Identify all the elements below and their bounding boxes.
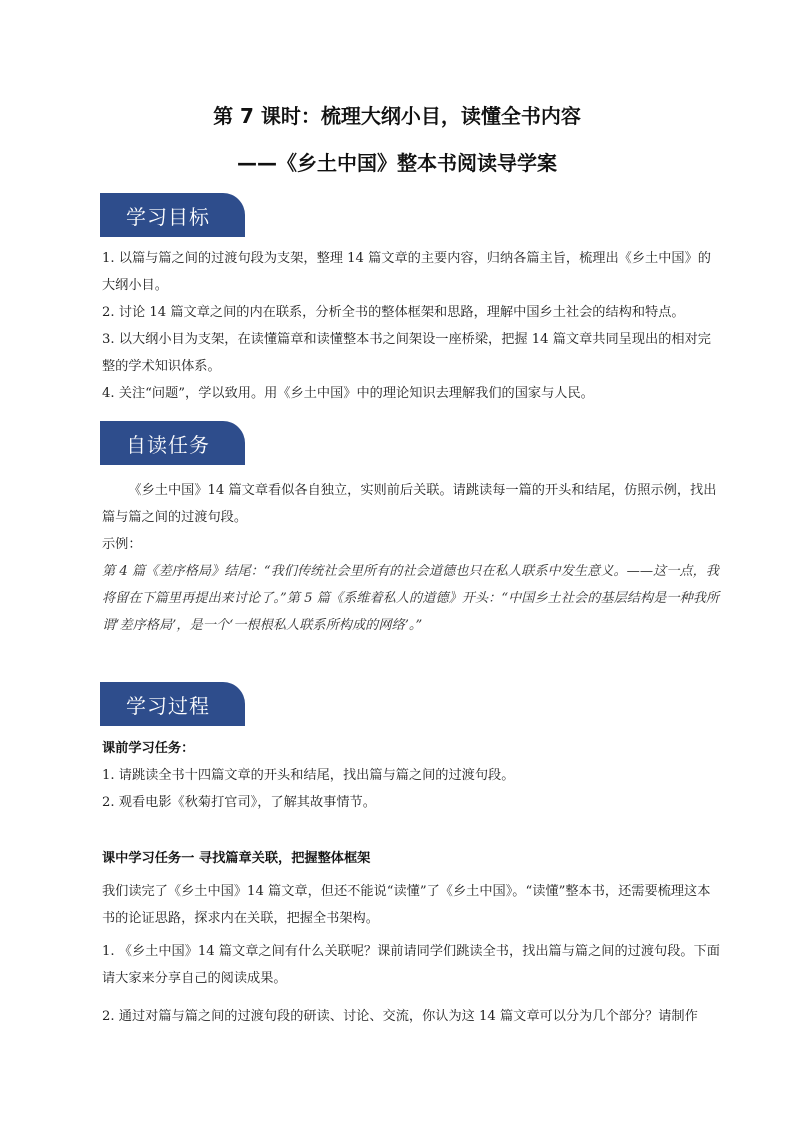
example-label: 示例： bbox=[102, 537, 142, 552]
in-class-task-1-question-1: 1. 《乡土中国》14 篇文章之间有什么关联呢？课前请同学们跳读全书，找出篇与篇之间的过渡句段。下面请大家来分享自己的阅读成果。 bbox=[102, 944, 720, 986]
goal-item-3: 3. 以大纲小目为支架，在读懂篇章和读懂整本书之间架设一座桥梁，把握 14 篇文章共同呈现出的相对完整的学术知识体系。 bbox=[102, 332, 711, 374]
goal-item-1: 1. 以篇与篇之间的过渡句段为支架，整理 14 篇文章的主要内容，归纳各篇主旨，梳理出《乡土中国》的大纲小目。 bbox=[102, 251, 711, 293]
in-class-task-1-intro: 我们读完了《乡土中国》14 篇文章，但还不能说“读懂”了《乡土中国》。“读懂”整本书，还需要梳理这本书的论证思路，探求内在关联，把握全书架构。 bbox=[102, 884, 711, 926]
in-class-task-1-question-2: 2. 通过对篇与篇之间的过渡句段的研读、讨论、交流，你认为这 14 篇文章可以分为几个部分？请制作 bbox=[102, 1009, 698, 1024]
goal-item-2: 2. 讨论 14 篇文章之间的内在联系，分析全书的整体框架和思路，理解中国乡土社会的结构和特点。 bbox=[102, 305, 685, 320]
example-text: 第 4 篇《差序格局》结尾：“我们传统社会里所有的社会道德也只在私人联系中发生意义。——这一点，我将留在下篇里再提出来讨论了。”第 5 篇《系维着私人的道德》开头：“中国乡土社会的基层结构是一种我所谓‘差序格局’，是一个‘一根根私人联系所构成的网络’。” bbox=[102, 564, 720, 633]
section-header-self-reading bbox=[100, 421, 245, 465]
pre-class-task-1: 1. 请跳读全书十四篇文章的开头和结尾，找出篇与篇之间的过渡句段。 bbox=[102, 768, 515, 783]
in-class-task-1-title: 课中学习任务一 寻找篇章关联，把握整体框架 bbox=[102, 851, 371, 866]
section-header-process bbox=[100, 682, 245, 726]
section-header-goals bbox=[100, 193, 245, 237]
goal-item-4: 4. 关注“问题”，学以致用。用《乡土中国》中的理论知识去理解我们的国家与人民。 bbox=[102, 386, 594, 401]
pre-class-task-title: 课前学习任务： bbox=[102, 741, 195, 756]
section-header-goals-label: 学习目标 bbox=[126, 205, 210, 229]
self-reading-intro: 《乡土中国》14 篇文章看似各自独立，实则前后关联。请跳读每一篇的开头和结尾，仿照示例，找出篇与篇之间的过渡句段。 bbox=[102, 483, 717, 525]
section-header-process-label: 学习过程 bbox=[126, 694, 210, 718]
document-title: 第 7 课时：梳理大纲小目，读懂全书内容 bbox=[213, 104, 581, 128]
document-subtitle: ——《乡土中国》整本书阅读导学案 bbox=[237, 151, 557, 175]
section-header-self-reading-label: 自读任务 bbox=[126, 433, 210, 457]
pre-class-task-2: 2. 观看电影《秋菊打官司》，了解其故事情节。 bbox=[102, 795, 376, 810]
